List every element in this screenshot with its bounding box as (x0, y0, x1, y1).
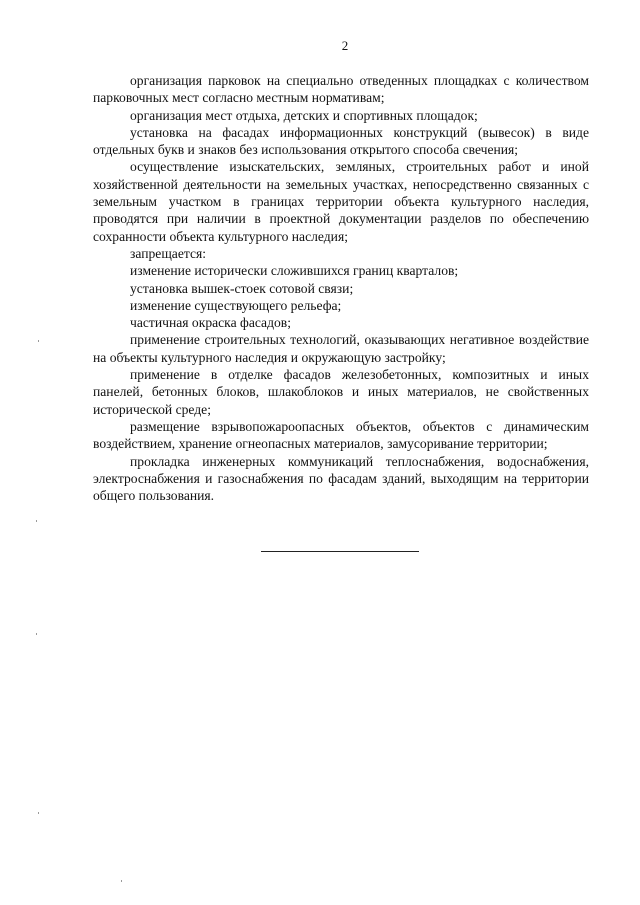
page-number: 2 (341, 38, 349, 53)
paragraph-relief: изменение существующего рельефа; (130, 297, 342, 313)
scan-speck (36, 520, 37, 522)
paragraph-recreation-areas: организация мест отдыха, детских и спортивных площадок; (130, 107, 478, 123)
paragraph-cell-towers: установка вышек-стоек сотовой связи; (130, 280, 354, 296)
paragraph-hazardous-objects: размещение взрывопожароопасных объектов, объектов с динамическим воздействием, хранение огнеопасных материалов, замусоривание территории; (93, 418, 589, 452)
paragraph-block-boundaries: изменение исторически сложившихся границ кварталов; (130, 263, 459, 279)
paragraph-prohibited-heading: запрещается: (130, 245, 207, 261)
paragraph-earthworks: осуществление изыскательских, земляных, строительных работ и иной хозяйственной деятельности на земельных участках, непосредственно связанных с земельным участком в границах территории объекта культурного наследия, проводятся при наличии в проектной документации разделов по обеспечению сохранности объекта культурного наследия; (93, 159, 589, 244)
document-body (93, 72, 589, 504)
paragraph-facade-painting: частичная окраска фасадов; (130, 315, 291, 331)
paragraph-signage: установка на фасадах информационных конструкций (вывесок) в виде отдельных букв и знаков без использования открытого способа свечения; (93, 124, 589, 158)
paragraph-parking: организация парковок на специально отведенных площадках с количеством парковочных мест согласно местным нормативам; (93, 73, 589, 106)
paragraph-facade-materials: применение в отделке фасадов железобетонных, композитных и иных панелей, бетонных блоков, шлакоблоков и иных материалов, не свойственных исторической среде; (93, 367, 589, 417)
scan-speck (121, 880, 122, 882)
scan-speck (36, 633, 37, 635)
paragraph-construction-tech: применение строительных технологий, оказывающих негативное воздействие на объекты культурного наследия и окружающую застройку; (93, 332, 589, 365)
paragraph-utilities: прокладка инженерных коммуникаций теплоснабжения, водоснабжения, электроснабжения и газоснабжения по фасадам зданий, выходящим на территории общего пользования. (93, 453, 589, 504)
scan-speck (38, 812, 39, 814)
closing-divider-line (261, 551, 419, 552)
scan-speck (38, 340, 39, 342)
